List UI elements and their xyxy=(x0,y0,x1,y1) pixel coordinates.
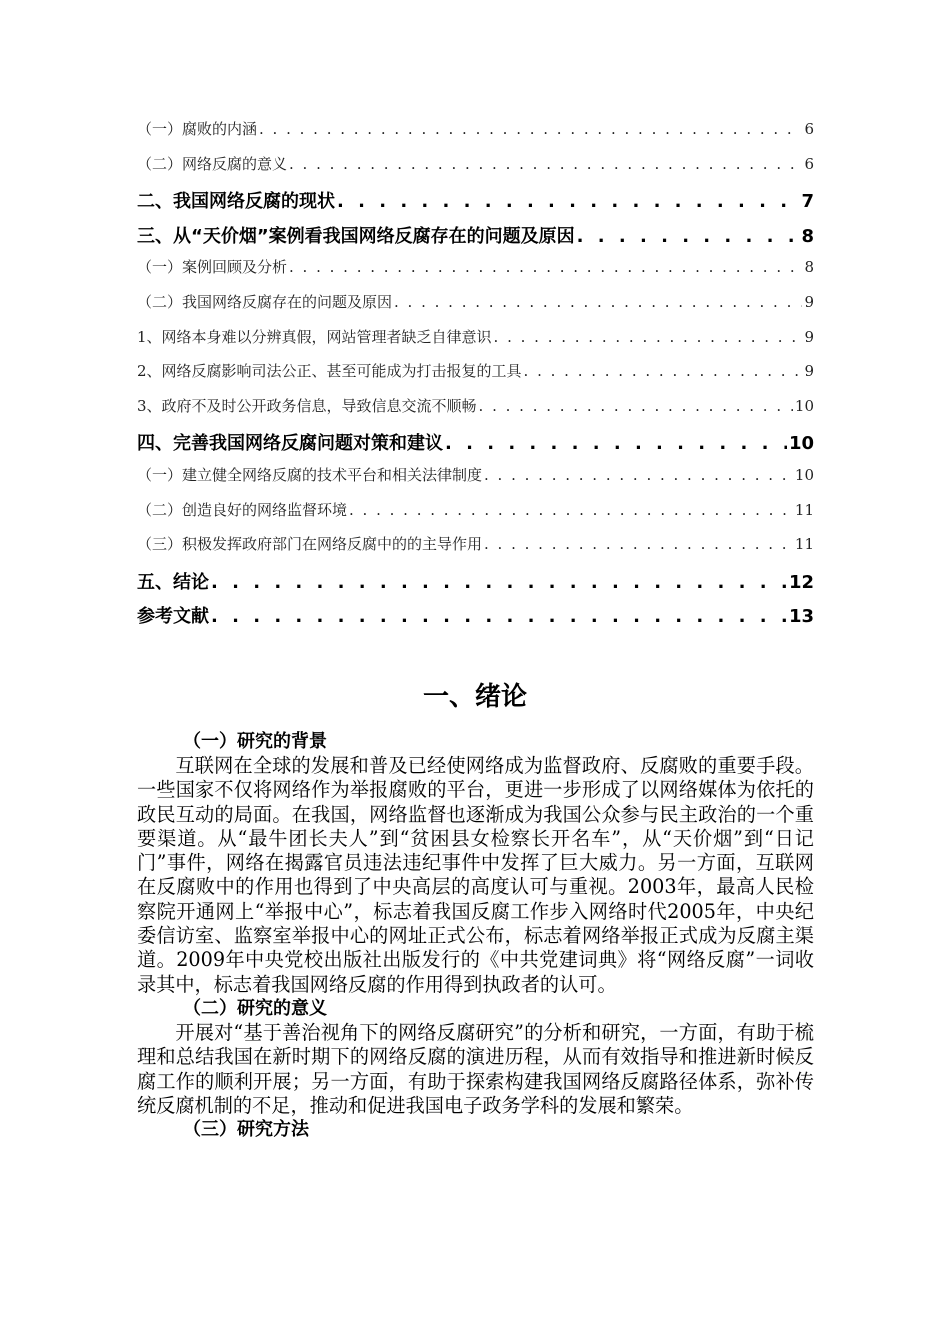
toc-entry-label: （二）网络反腐的意义 xyxy=(137,154,288,173)
toc-entry[interactable] xyxy=(137,499,814,534)
toc-entry-label: 2、网络反腐影响司法公正、甚至可能成为打击报复的工具 xyxy=(137,362,522,381)
toc-leader-dots xyxy=(524,362,803,380)
toc-leader-dots xyxy=(259,120,802,138)
section-heading-significance: （二）研究的意义 xyxy=(183,997,327,1019)
toc-entry-label: 参考文献 xyxy=(137,606,209,628)
toc-entry[interactable] xyxy=(137,395,814,430)
toc-entry-page: 9 xyxy=(804,292,814,311)
toc-leader-dots xyxy=(494,328,803,346)
toc-leader-dots xyxy=(577,226,800,247)
toc-entry-page: 13 xyxy=(788,606,814,628)
toc-entry-label: 1、网络本身难以分辨真假，网站管理者缺乏自律意识 xyxy=(137,327,492,346)
toc-entry-label: （一）建立健全网络反腐的技术平台和相关法律制度 xyxy=(137,465,483,484)
toc-entry-label: 五、结论 xyxy=(137,571,209,593)
toc-entry[interactable] xyxy=(137,429,814,464)
toc-entry-page: 9 xyxy=(804,362,814,381)
toc-leader-dots xyxy=(484,535,793,553)
toc-entry[interactable] xyxy=(137,153,814,188)
toc-entry[interactable] xyxy=(137,568,814,603)
chapter-body xyxy=(137,730,814,1142)
toc-entry-page: 9 xyxy=(804,327,814,346)
toc-entry-label: （二）我国网络反腐存在的问题及原因 xyxy=(137,292,393,311)
toc-entry-page: 10 xyxy=(794,465,814,484)
toc-entry-page: 10 xyxy=(788,433,814,455)
toc-entry[interactable] xyxy=(137,118,814,153)
toc-entry[interactable] xyxy=(137,187,814,222)
toc-entry-label: 四、完善我国网络反腐问题对策和建议 xyxy=(137,433,443,455)
paragraph-background: 互联网在全球的发展和普及已经使网络成为监督政府、反腐败的重要手段。一些国家不仅将网络作为举报腐败的平台，更进一步形成了以网络媒体为依托的政民互动的局面。在我国，网络监督也逐渐成为我国公众参与民主政治的一个重要渠道。从“最牛团长夫人”到“贫困县女检察长开名车”，从“天价烟”到“日记门”事件，网络在揭露官员违法违纪事件中发挥了巨大威力。另一方面，互联网在反腐败中的作用也得到了中央高层的高度认可与重视。2003年，最高人民检察院开通网上“举报中心”，标志着我国反腐工作步入网络时代2005年，中央纪委信访室、监察室举报中心的网址正式公布，标志着网络举报正式成为反腐主渠道。2009年中央党校出版社出版发行的《中共党建词典》将“网络反腐”一词收录其中，标志着我国网络反腐的作用得到执政者的认可。 xyxy=(137,754,814,996)
toc-entry-label: 二、我国网络反腐的现状 xyxy=(137,191,335,213)
toc-entry-label: 3、政府不及时公开政务信息，导致信息交流不顺畅 xyxy=(137,396,477,415)
section-heading-background: （一）研究的背景 xyxy=(183,731,327,752)
toc-entry-page: 7 xyxy=(801,191,814,213)
toc-leader-dots xyxy=(394,293,802,311)
section-heading-method: （三）研究方法 xyxy=(183,1119,309,1141)
toc-entry[interactable] xyxy=(137,326,814,361)
paragraph-significance: 开展对“基于善治视角下的网络反腐研究”的分析和研究，一方面，有助于梳理和总结我国在新时期下的网络反腐的演进历程，从而有效指导和推进新时候反腐工作的顺利开展；另一方面，有助于探索构建我国网络反腐路径体系，弥补传统反腐机制的不足，推动和促进我国电子政务学科的发展和繁荣。 xyxy=(137,1020,814,1117)
table-of-contents xyxy=(137,118,814,637)
toc-entry[interactable] xyxy=(137,291,814,326)
toc-entry[interactable] xyxy=(137,256,814,291)
toc-entry-page: 6 xyxy=(804,120,814,138)
toc-entry-page: 6 xyxy=(804,154,814,173)
toc-entry-label: （一）案例回顾及分析 xyxy=(137,258,288,277)
toc-leader-dots xyxy=(484,466,793,484)
toc-entry-page: 8 xyxy=(804,258,814,277)
toc-entry[interactable] xyxy=(137,602,814,637)
toc-entry-page: 11 xyxy=(794,500,814,519)
toc-entry-page: 8 xyxy=(801,225,814,247)
toc-entry-page: 12 xyxy=(788,571,814,593)
toc-entry-label: 三、从“天价烟”案例看我国网络反腐存在的问题及原因 xyxy=(137,225,575,247)
toc-leader-dots xyxy=(349,501,793,519)
toc-entry[interactable] xyxy=(137,464,814,499)
chapter-title: 一、绪论 xyxy=(422,682,527,712)
toc-leader-dots xyxy=(289,155,802,173)
toc-entry[interactable] xyxy=(137,222,814,257)
toc-leader-dots xyxy=(479,397,793,415)
toc-entry[interactable] xyxy=(137,360,814,395)
toc-entry-label: （一）腐败的内涵 xyxy=(137,120,258,138)
toc-leader-dots xyxy=(337,191,799,212)
toc-entry-label: （三）积极发挥政府部门在网络反腐中的的主导作用 xyxy=(137,535,483,554)
toc-leader-dots xyxy=(211,606,787,627)
toc-entry-label: （二）创造良好的网络监督环境 xyxy=(137,500,348,519)
toc-entry[interactable] xyxy=(137,533,814,568)
toc-leader-dots xyxy=(289,258,802,276)
toc-entry-page: 10 xyxy=(794,396,814,415)
toc-leader-dots xyxy=(211,572,787,593)
toc-leader-dots xyxy=(445,433,787,454)
toc-entry-page: 11 xyxy=(794,535,814,554)
